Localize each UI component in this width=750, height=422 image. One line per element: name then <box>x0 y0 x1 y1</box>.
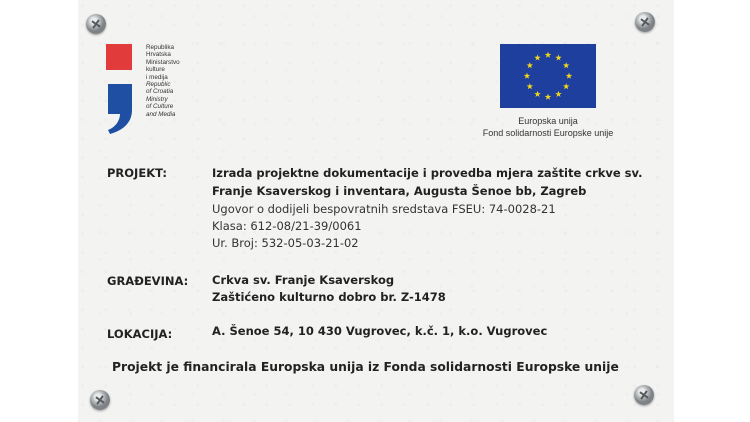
gradevina-label: GRAĐEVINA: <box>107 274 189 288</box>
projekt-ur-broj: Ur. Broj: 532-05-03-21-02 <box>212 236 359 250</box>
eu-flag <box>500 44 596 108</box>
ministry-line: Ministarstvo <box>146 58 180 66</box>
eu-caption <box>468 115 628 139</box>
ministry-line-en: of Croatia <box>146 88 174 96</box>
screw-bottom-left <box>90 390 110 410</box>
ministry-line: Hrvatska <box>146 51 171 59</box>
ministry-line: kulture <box>146 66 165 74</box>
screw-top-right <box>635 12 655 32</box>
ministry-text <box>146 44 206 118</box>
ministry-logo <box>106 44 136 136</box>
ministry-line-en: and Media <box>146 110 176 118</box>
projekt-line-2: Franje Ksaverskog i inventara, Augusta Šenoe bb, Zagreb <box>212 184 587 198</box>
funding-statement: Projekt je financirala Europska unija iz Fonda solidarnosti Europske unije <box>112 360 619 374</box>
eu-caption-line2: Fond solidarnosti Europske unije <box>482 128 614 138</box>
projekt-line-1: Izrada projektne dokumentacije i provedba mjera zaštite crkve sv. <box>212 166 643 180</box>
lokacija-label: LOKACIJA: <box>107 327 173 341</box>
gradevina-line-2: Zaštićeno kulturno dobro br. Z-1478 <box>212 290 446 304</box>
logo-red-square <box>106 44 132 70</box>
ministry-line-en: Republic <box>146 81 171 89</box>
lokacija-line-1: A. Šenoe 54, 10 430 Vugrovec, k.č. 1, k.o. Vugrovec <box>212 324 548 338</box>
ministry-line-en: of Culture <box>146 103 174 111</box>
logo-blue-comma <box>108 84 132 134</box>
projekt-klasa: Klasa: 612-08/21-39/0061 <box>212 219 362 233</box>
ministry-line: i medija <box>146 73 168 81</box>
ministry-line-en: Ministry <box>146 95 168 103</box>
screw-bottom-right <box>634 385 654 405</box>
ministry-line: Republika <box>146 44 175 51</box>
projekt-contract: Ugovor o dodijeli bespovratnih sredstava FSEU: 74-0028-21 <box>212 202 556 216</box>
screw-top-left <box>86 14 106 34</box>
eu-caption-line1: Europska unija <box>518 116 578 126</box>
projekt-label: PROJEKT: <box>107 166 167 180</box>
gradevina-line-1: Crkva sv. Franje Ksaverskog <box>212 273 395 287</box>
